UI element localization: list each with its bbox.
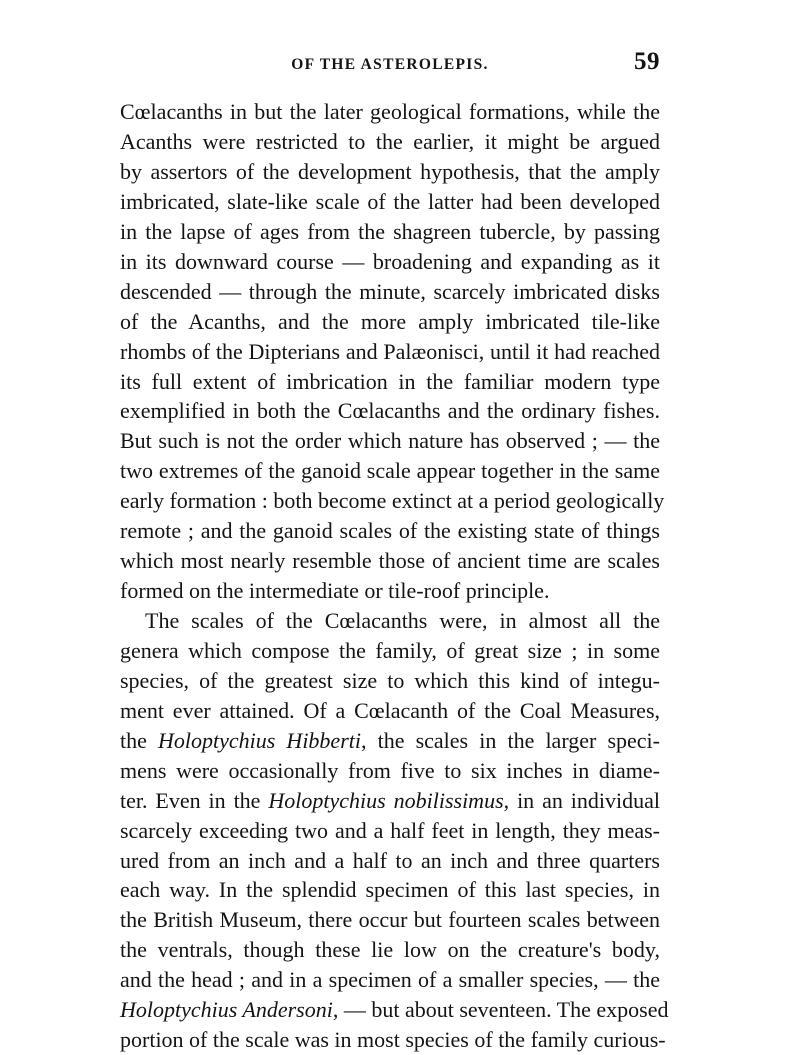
- text-run: Acanths were restricted to the earlier, it might be argued: [120, 128, 660, 154]
- text-run: ured from an inch and a half to an inch and three quarters: [120, 847, 660, 873]
- text-run: exemplified in both the Cœlacanths and the ordinary fishes.: [120, 398, 660, 424]
- text-run: early formation : both become extinct at a period geologically: [120, 488, 665, 514]
- text-line: [120, 187, 660, 217]
- text-line: [120, 816, 660, 846]
- text-run: by assertors of the development hypothesis, that the amply: [120, 158, 660, 184]
- text-line: [120, 456, 660, 486]
- text-line: [120, 965, 660, 995]
- text-run: in the lapse of ages from the shagreen tubercle, by passing: [120, 218, 660, 244]
- text-line: [120, 786, 660, 816]
- text-line: [120, 636, 660, 666]
- text-run: the ventrals, though these lie low on the creature's body,: [120, 937, 660, 963]
- italic-species-name: Holoptychius nobilissimus: [268, 787, 504, 813]
- text-run: two extremes of the ganoid scale appear together in the same: [120, 458, 660, 484]
- text-run: genera which compose the family, of great size ; in some: [120, 637, 660, 663]
- running-head: [120, 48, 660, 88]
- running-title: OF THE ASTEROLEPIS.: [291, 56, 489, 73]
- text-run: ter. Even in the: [120, 787, 269, 813]
- text-run: , the scales in the larger speci-: [360, 727, 660, 753]
- text-line: [120, 486, 665, 516]
- text-line: [120, 337, 660, 367]
- text-line: [120, 1025, 666, 1055]
- text-run: of the Acanths, and the more amply imbricated tile-like: [120, 308, 660, 334]
- text-line: [120, 905, 660, 935]
- text-run: Cœlacanths in but the later geological formations, while the: [120, 99, 660, 124]
- text-line: [120, 875, 660, 905]
- text-run: formed on the intermediate or tile-roof principle.: [120, 578, 550, 603]
- text-run: its full extent of imbrication in the familiar modern type: [120, 368, 660, 394]
- text-line: [120, 307, 660, 337]
- text-run: in its downward course — broadening and expanding as it: [120, 248, 660, 274]
- text-run: portion of the scale was in most species of the family curious-: [120, 1027, 666, 1053]
- text-line: [120, 97, 660, 127]
- text-run: the: [120, 727, 158, 753]
- text-line: [120, 846, 660, 876]
- text-line: [120, 726, 660, 756]
- text-line: [120, 396, 660, 426]
- text-line: [120, 935, 660, 965]
- text-line: [120, 217, 660, 247]
- text-line: [120, 666, 660, 696]
- text-line: [120, 127, 660, 157]
- text-line: [120, 546, 660, 576]
- text-run: , — but about seventeen. The exposed: [332, 997, 669, 1023]
- text-line: [120, 247, 660, 277]
- text-run: each way. In the splendid specimen of this last species, in: [120, 877, 660, 903]
- text-run: species, of the greatest size to which this kind of integu-: [120, 667, 660, 693]
- text-run: imbricated, slate-like scale of the latter had been developed: [120, 188, 660, 214]
- text-run: ment ever attained. Of a Cœlacanth of the Coal Measures,: [120, 697, 660, 723]
- text-line: [120, 367, 660, 397]
- text-run: scarcely exceeding two and a half feet in length, they meas-: [120, 817, 660, 843]
- text-line: [120, 756, 660, 786]
- text-run: But such is not the order which nature has observed ; — the: [120, 428, 660, 454]
- text-line: [120, 576, 660, 606]
- text-run: mens were occasionally from five to six inches in diame-: [120, 757, 660, 783]
- text-run: , in an individual: [503, 787, 660, 813]
- text-run: the British Museum, there occur but fourteen scales between: [120, 907, 660, 933]
- italic-species-name: Holoptychius Andersoni: [120, 997, 333, 1023]
- text-line: [120, 516, 660, 546]
- text-line: [120, 157, 660, 187]
- text-run: The scales of the Cœlacanths were, in almost all the: [145, 608, 660, 633]
- italic-species-name: Holoptychius Hibberti: [158, 727, 361, 753]
- text-line: [145, 606, 660, 636]
- text-line: [120, 995, 669, 1025]
- text-run: rhombs of the Dipterians and Palæonisci, until it had reached: [120, 338, 660, 364]
- text-line: [120, 426, 660, 456]
- page-number: 59: [634, 48, 660, 75]
- text-line: [120, 696, 660, 726]
- text-run: descended — through the minute, scarcely imbricated disks: [120, 278, 660, 304]
- text-run: which most nearly resemble those of ancient time are scales: [120, 548, 660, 574]
- text-run: and the head ; and in a specimen of a smaller species, — the: [120, 967, 660, 993]
- text-run: remote ; and the ganoid scales of the existing state of things: [120, 518, 660, 544]
- text-line: [120, 277, 660, 307]
